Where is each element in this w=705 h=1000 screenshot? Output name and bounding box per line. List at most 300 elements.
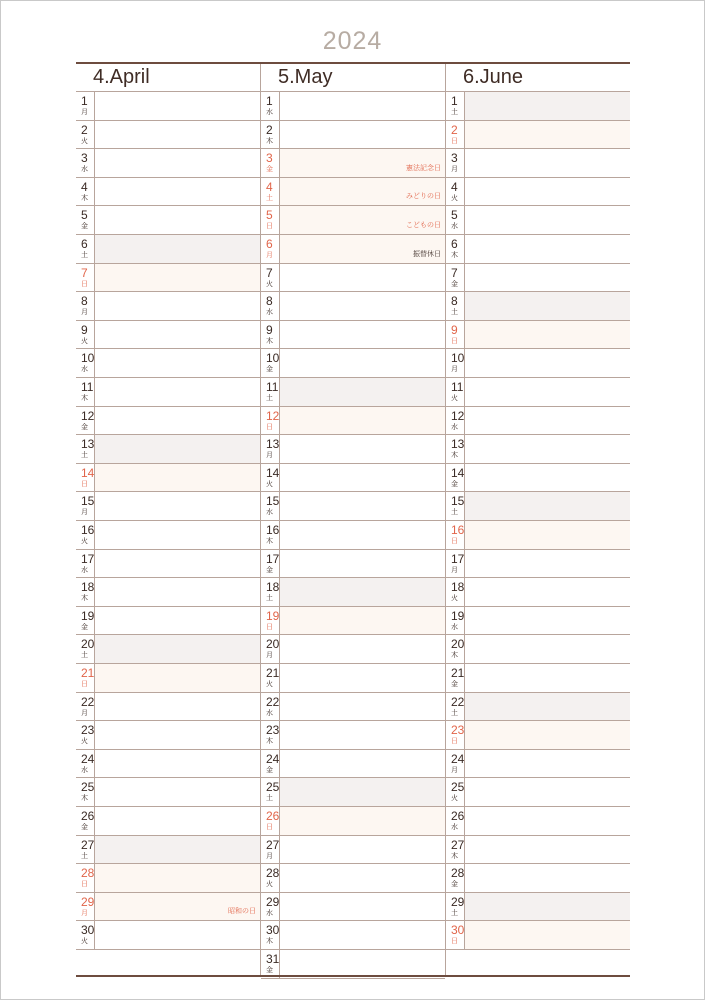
day-of-week: 日 bbox=[266, 423, 273, 431]
day-number: 28 bbox=[266, 866, 280, 881]
day-of-week: 月 bbox=[266, 852, 273, 860]
day-of-week: 水 bbox=[451, 824, 458, 831]
day-note-cell[interactable] bbox=[279, 607, 445, 635]
day-of-week: 金 bbox=[81, 223, 88, 231]
day-note-cell[interactable] bbox=[464, 321, 630, 349]
day-row[interactable] bbox=[76, 778, 260, 807]
day-row[interactable] bbox=[261, 750, 445, 779]
day-row[interactable] bbox=[261, 321, 445, 350]
day-number: 23 bbox=[266, 723, 280, 738]
day-of-week: 土 bbox=[266, 795, 273, 803]
day-of-week: 日 bbox=[81, 881, 88, 889]
day-of-week: 土 bbox=[81, 652, 88, 660]
day-number: 10 bbox=[266, 351, 280, 366]
day-row[interactable] bbox=[446, 121, 630, 150]
day-number: 16 bbox=[81, 523, 95, 537]
day-row[interactable] bbox=[446, 492, 630, 521]
day-number: 16 bbox=[451, 523, 465, 537]
month-title: 4.April bbox=[93, 66, 150, 88]
day-row[interactable] bbox=[76, 235, 260, 264]
day-note-cell[interactable] bbox=[464, 492, 630, 520]
day-note-cell[interactable] bbox=[94, 92, 260, 120]
day-of-week: 土 bbox=[81, 252, 88, 259]
day-row[interactable] bbox=[76, 178, 260, 207]
day-row[interactable] bbox=[446, 264, 630, 293]
day-note-cell[interactable] bbox=[464, 893, 630, 921]
day-row[interactable] bbox=[76, 807, 260, 836]
day-row[interactable] bbox=[446, 349, 630, 378]
day-row[interactable] bbox=[446, 693, 630, 722]
day-of-week: 日 bbox=[81, 681, 88, 688]
day-note-cell[interactable] bbox=[279, 807, 445, 835]
day-number: 6 bbox=[451, 237, 458, 251]
day-note-cell[interactable] bbox=[279, 921, 445, 949]
day-note-cell[interactable] bbox=[279, 321, 445, 349]
day-row[interactable] bbox=[261, 121, 445, 150]
day-of-week: 木 bbox=[451, 852, 458, 860]
day-note-cell[interactable] bbox=[94, 550, 260, 578]
day-row[interactable] bbox=[76, 664, 260, 693]
day-row[interactable] bbox=[446, 893, 630, 922]
day-number: 18 bbox=[266, 580, 280, 595]
day-number: 9 bbox=[266, 322, 273, 337]
day-row[interactable] bbox=[76, 121, 260, 150]
day-row[interactable] bbox=[76, 292, 260, 321]
day-row[interactable] bbox=[446, 721, 630, 750]
day-row[interactable] bbox=[76, 893, 260, 922]
day-note-cell[interactable] bbox=[464, 635, 630, 663]
month-title: 6.June bbox=[463, 66, 524, 88]
day-number: 11 bbox=[266, 380, 279, 394]
day-row[interactable] bbox=[76, 492, 260, 521]
day-note-cell[interactable] bbox=[279, 378, 445, 406]
day-row[interactable] bbox=[261, 235, 445, 264]
day-row[interactable] bbox=[261, 578, 445, 607]
day-of-week: 水 bbox=[266, 709, 273, 717]
day-number: 19 bbox=[266, 608, 280, 623]
day-number: 21 bbox=[451, 666, 465, 680]
day-row[interactable] bbox=[446, 378, 630, 407]
day-note-cell[interactable] bbox=[464, 407, 630, 435]
day-note-cell[interactable] bbox=[94, 921, 260, 949]
month-column-june bbox=[446, 64, 630, 975]
day-number: 23 bbox=[451, 723, 465, 738]
day-note-cell[interactable] bbox=[94, 464, 260, 492]
day-row[interactable] bbox=[76, 864, 260, 893]
day-row[interactable] bbox=[261, 664, 445, 693]
day-number: 30 bbox=[81, 923, 95, 938]
day-of-week: 月 bbox=[451, 566, 458, 574]
day-of-week: 金 bbox=[266, 366, 273, 374]
day-row[interactable] bbox=[261, 149, 445, 178]
day-number: 26 bbox=[266, 809, 280, 823]
day-number: 21 bbox=[266, 666, 280, 680]
day-note-cell[interactable] bbox=[464, 521, 630, 549]
day-number: 17 bbox=[266, 551, 280, 566]
day-of-week: 火 bbox=[451, 595, 458, 603]
day-of-week: 木 bbox=[266, 337, 273, 345]
day-note-cell[interactable] bbox=[279, 407, 445, 435]
day-note-cell[interactable] bbox=[464, 750, 630, 778]
day-of-week: 火 bbox=[451, 795, 458, 803]
day-row[interactable] bbox=[446, 92, 630, 121]
day-of-week: 火 bbox=[266, 881, 273, 889]
day-number: 1 bbox=[451, 94, 458, 108]
day-row[interactable] bbox=[76, 721, 260, 750]
day-row[interactable] bbox=[261, 864, 445, 893]
holiday-name: 憲法記念日 bbox=[406, 164, 441, 172]
day-note-cell[interactable] bbox=[94, 864, 260, 892]
day-row[interactable] bbox=[76, 836, 260, 865]
day-note-cell[interactable] bbox=[464, 664, 630, 692]
day-note-cell[interactable] bbox=[279, 836, 445, 864]
day-of-week: 金 bbox=[451, 881, 458, 889]
day-row[interactable] bbox=[76, 578, 260, 607]
day-row[interactable] bbox=[76, 321, 260, 350]
day-note-cell[interactable] bbox=[94, 893, 260, 921]
bottom-rule bbox=[76, 975, 630, 977]
day-note-cell[interactable] bbox=[94, 264, 260, 292]
day-note-cell[interactable] bbox=[279, 864, 445, 892]
day-note-cell[interactable] bbox=[94, 750, 260, 778]
day-note-cell[interactable] bbox=[464, 178, 630, 206]
day-note-cell[interactable] bbox=[94, 578, 260, 606]
day-row[interactable] bbox=[261, 635, 445, 664]
day-note-cell[interactable] bbox=[279, 721, 445, 749]
day-note-cell[interactable] bbox=[279, 693, 445, 721]
day-note-cell[interactable] bbox=[94, 635, 260, 663]
day-number: 11 bbox=[81, 380, 94, 394]
day-note-cell[interactable] bbox=[279, 950, 445, 978]
day-note-cell[interactable] bbox=[94, 521, 260, 549]
day-row[interactable] bbox=[261, 464, 445, 493]
day-note-cell[interactable] bbox=[279, 578, 445, 606]
day-row[interactable] bbox=[446, 206, 630, 235]
day-note-cell[interactable] bbox=[464, 464, 630, 492]
day-of-week: 火 bbox=[451, 395, 458, 402]
day-of-week: 金 bbox=[266, 566, 273, 574]
day-row[interactable] bbox=[76, 149, 260, 178]
day-of-week: 水 bbox=[81, 766, 88, 774]
day-number: 11 bbox=[451, 380, 464, 394]
day-of-week: 金 bbox=[266, 166, 273, 174]
day-number: 7 bbox=[81, 265, 88, 280]
day-number: 15 bbox=[451, 494, 465, 509]
day-of-week: 日 bbox=[266, 223, 273, 231]
day-number: 7 bbox=[266, 265, 273, 280]
day-of-week: 土 bbox=[451, 909, 458, 917]
day-note-cell[interactable] bbox=[279, 92, 445, 120]
day-note-cell[interactable] bbox=[279, 206, 445, 234]
day-of-week: 金 bbox=[451, 681, 458, 688]
day-note-cell[interactable] bbox=[94, 321, 260, 349]
day-row[interactable] bbox=[76, 92, 260, 121]
day-row[interactable] bbox=[76, 264, 260, 293]
day-note-cell[interactable] bbox=[279, 464, 445, 492]
day-row[interactable] bbox=[446, 292, 630, 321]
day-note-cell[interactable] bbox=[94, 607, 260, 635]
day-note-cell[interactable] bbox=[464, 149, 630, 177]
day-number: 28 bbox=[451, 866, 465, 881]
day-note-cell[interactable] bbox=[279, 664, 445, 692]
day-note-cell[interactable] bbox=[94, 807, 260, 835]
day-row[interactable] bbox=[76, 206, 260, 235]
day-of-week: 土 bbox=[266, 194, 273, 202]
day-note-cell[interactable] bbox=[94, 349, 260, 377]
day-note-cell[interactable] bbox=[279, 435, 445, 463]
day-row[interactable] bbox=[446, 149, 630, 178]
day-number: 13 bbox=[81, 437, 95, 452]
day-number: 19 bbox=[81, 608, 95, 623]
day-row[interactable] bbox=[446, 836, 630, 865]
day-row[interactable] bbox=[76, 693, 260, 722]
day-note-cell[interactable] bbox=[94, 149, 260, 177]
day-of-week: 日 bbox=[451, 337, 458, 345]
day-of-week: 火 bbox=[81, 938, 88, 946]
day-row[interactable] bbox=[261, 836, 445, 865]
day-note-cell[interactable] bbox=[464, 292, 630, 320]
day-note-cell[interactable] bbox=[279, 521, 445, 549]
day-number: 28 bbox=[81, 866, 95, 881]
day-number: 2 bbox=[81, 122, 88, 137]
day-number: 6 bbox=[266, 237, 273, 251]
day-number: 3 bbox=[451, 151, 458, 166]
day-of-week: 火 bbox=[451, 194, 458, 202]
day-of-week: 月 bbox=[451, 766, 458, 774]
day-note-cell[interactable] bbox=[279, 492, 445, 520]
day-note-cell[interactable] bbox=[464, 92, 630, 120]
day-of-week: 月 bbox=[81, 909, 88, 917]
day-row[interactable] bbox=[76, 521, 260, 550]
day-of-week: 水 bbox=[266, 509, 273, 517]
day-note-cell[interactable] bbox=[94, 693, 260, 721]
day-of-week: 土 bbox=[451, 109, 458, 116]
day-of-week: 木 bbox=[266, 938, 273, 946]
day-of-week: 水 bbox=[451, 623, 458, 631]
day-note-cell[interactable] bbox=[464, 121, 630, 149]
day-note-cell[interactable] bbox=[279, 121, 445, 149]
day-row[interactable] bbox=[261, 492, 445, 521]
day-note-cell[interactable] bbox=[94, 206, 260, 234]
day-note-cell[interactable] bbox=[464, 235, 630, 263]
day-note-cell[interactable] bbox=[279, 893, 445, 921]
day-of-week: 火 bbox=[266, 280, 273, 288]
day-row[interactable] bbox=[261, 921, 445, 950]
day-note-cell[interactable] bbox=[94, 664, 260, 692]
day-of-week: 金 bbox=[451, 280, 458, 288]
day-note-cell[interactable] bbox=[464, 206, 630, 234]
day-of-week: 水 bbox=[266, 109, 273, 116]
day-row[interactable] bbox=[446, 664, 630, 693]
day-of-week: 水 bbox=[81, 366, 88, 374]
day-of-week: 木 bbox=[451, 452, 458, 460]
day-row[interactable] bbox=[446, 607, 630, 636]
day-note-cell[interactable] bbox=[279, 178, 445, 206]
day-note-cell[interactable] bbox=[94, 778, 260, 806]
day-number: 25 bbox=[451, 780, 465, 795]
day-row[interactable] bbox=[446, 578, 630, 607]
day-note-cell[interactable] bbox=[94, 435, 260, 463]
day-of-week: 土 bbox=[266, 395, 273, 402]
day-note-cell[interactable] bbox=[94, 378, 260, 406]
day-number: 2 bbox=[266, 122, 273, 137]
day-of-week: 水 bbox=[451, 423, 458, 431]
day-row[interactable] bbox=[261, 435, 445, 464]
day-note-cell[interactable] bbox=[94, 492, 260, 520]
day-of-week: 水 bbox=[451, 223, 458, 231]
day-note-cell[interactable] bbox=[464, 836, 630, 864]
day-note-cell[interactable] bbox=[464, 864, 630, 892]
day-note-cell[interactable] bbox=[94, 836, 260, 864]
day-note-cell[interactable] bbox=[279, 635, 445, 663]
holiday-name: 振替休日 bbox=[413, 250, 441, 258]
day-row[interactable] bbox=[446, 235, 630, 264]
day-of-week: 月 bbox=[81, 709, 88, 717]
day-note-cell[interactable] bbox=[464, 578, 630, 606]
day-note-cell[interactable] bbox=[279, 292, 445, 320]
day-row[interactable] bbox=[261, 92, 445, 121]
day-of-week: 金 bbox=[266, 967, 273, 974]
day-note-cell[interactable] bbox=[279, 264, 445, 292]
day-of-week: 日 bbox=[266, 824, 273, 831]
day-of-week: 金 bbox=[451, 480, 458, 488]
day-number: 15 bbox=[266, 494, 280, 509]
day-row[interactable] bbox=[261, 407, 445, 436]
day-row[interactable] bbox=[261, 349, 445, 378]
day-row[interactable] bbox=[76, 607, 260, 636]
day-number: 12 bbox=[81, 408, 95, 423]
day-note-cell[interactable] bbox=[279, 550, 445, 578]
day-of-week: 木 bbox=[266, 538, 273, 545]
day-note-cell[interactable] bbox=[464, 721, 630, 749]
day-number: 13 bbox=[266, 437, 280, 452]
day-row[interactable] bbox=[261, 206, 445, 235]
day-of-week: 金 bbox=[81, 423, 88, 431]
day-row[interactable] bbox=[446, 550, 630, 579]
day-row[interactable] bbox=[261, 721, 445, 750]
day-row[interactable] bbox=[261, 550, 445, 579]
day-note-cell[interactable] bbox=[94, 235, 260, 263]
day-number: 29 bbox=[266, 894, 280, 909]
day-row[interactable] bbox=[261, 378, 445, 407]
day-row[interactable] bbox=[261, 521, 445, 550]
day-note-cell[interactable] bbox=[464, 349, 630, 377]
day-note-cell[interactable] bbox=[464, 435, 630, 463]
day-note-cell[interactable] bbox=[464, 693, 630, 721]
day-row[interactable] bbox=[446, 778, 630, 807]
day-row[interactable] bbox=[446, 178, 630, 207]
day-row[interactable] bbox=[76, 635, 260, 664]
day-of-week: 木 bbox=[451, 652, 458, 660]
day-row[interactable] bbox=[76, 464, 260, 493]
day-row[interactable] bbox=[261, 893, 445, 922]
day-note-cell[interactable] bbox=[464, 778, 630, 806]
day-number: 22 bbox=[451, 694, 465, 709]
day-number: 9 bbox=[451, 322, 458, 337]
holiday-name: 昭和の日 bbox=[228, 908, 256, 916]
day-note-cell[interactable] bbox=[279, 750, 445, 778]
month-column-may bbox=[261, 64, 445, 975]
day-note-cell[interactable] bbox=[464, 921, 630, 949]
day-note-cell[interactable] bbox=[279, 149, 445, 177]
day-note-cell[interactable] bbox=[94, 721, 260, 749]
day-note-cell[interactable] bbox=[464, 550, 630, 578]
day-of-week: 木 bbox=[266, 137, 273, 145]
day-number: 14 bbox=[81, 465, 95, 480]
day-of-week: 火 bbox=[81, 337, 88, 345]
day-of-week: 木 bbox=[81, 395, 88, 402]
day-row[interactable] bbox=[446, 750, 630, 779]
day-note-cell[interactable] bbox=[94, 407, 260, 435]
day-of-week: 日 bbox=[451, 137, 458, 145]
day-of-week: 水 bbox=[81, 166, 88, 174]
day-row[interactable] bbox=[76, 550, 260, 579]
day-row[interactable] bbox=[76, 921, 260, 950]
day-note-cell[interactable] bbox=[464, 607, 630, 635]
day-row[interactable] bbox=[261, 778, 445, 807]
day-note-cell[interactable] bbox=[279, 349, 445, 377]
day-row[interactable] bbox=[446, 435, 630, 464]
day-row[interactable] bbox=[261, 807, 445, 836]
day-row[interactable] bbox=[76, 349, 260, 378]
day-number: 8 bbox=[451, 294, 458, 309]
day-number: 30 bbox=[451, 923, 465, 938]
day-note-cell[interactable] bbox=[94, 121, 260, 149]
day-note-cell[interactable] bbox=[279, 778, 445, 806]
day-row[interactable] bbox=[76, 750, 260, 779]
day-number: 27 bbox=[81, 837, 95, 852]
day-note-cell[interactable] bbox=[279, 235, 445, 263]
day-number: 25 bbox=[266, 780, 280, 795]
year-title: 2024 bbox=[322, 27, 383, 55]
day-note-cell[interactable] bbox=[464, 807, 630, 835]
day-of-week: 日 bbox=[266, 623, 273, 631]
day-row[interactable] bbox=[446, 521, 630, 550]
day-row[interactable] bbox=[76, 435, 260, 464]
day-row[interactable] bbox=[446, 321, 630, 350]
day-row[interactable] bbox=[446, 864, 630, 893]
day-note-cell[interactable] bbox=[464, 378, 630, 406]
day-row[interactable] bbox=[261, 264, 445, 293]
day-number: 22 bbox=[266, 694, 280, 709]
day-number: 7 bbox=[451, 265, 458, 280]
day-row[interactable] bbox=[261, 178, 445, 207]
day-row[interactable] bbox=[76, 378, 260, 407]
day-number: 30 bbox=[266, 923, 280, 938]
day-row[interactable] bbox=[261, 693, 445, 722]
day-row[interactable] bbox=[446, 407, 630, 436]
day-row[interactable] bbox=[446, 464, 630, 493]
day-row[interactable] bbox=[76, 407, 260, 436]
day-number: 21 bbox=[81, 666, 95, 680]
day-row[interactable] bbox=[446, 921, 630, 950]
day-number: 8 bbox=[266, 294, 273, 309]
day-note-cell[interactable] bbox=[94, 292, 260, 320]
day-of-week: 水 bbox=[266, 909, 273, 917]
day-row[interactable] bbox=[261, 607, 445, 636]
day-of-week: 土 bbox=[451, 309, 458, 317]
day-number: 18 bbox=[81, 580, 95, 595]
day-row[interactable] bbox=[446, 807, 630, 836]
day-row[interactable] bbox=[446, 635, 630, 664]
day-of-week: 日 bbox=[451, 938, 458, 946]
day-note-cell[interactable] bbox=[94, 178, 260, 206]
day-note-cell[interactable] bbox=[464, 264, 630, 292]
day-number: 29 bbox=[81, 894, 95, 909]
day-number: 6 bbox=[81, 237, 88, 251]
day-row[interactable] bbox=[261, 292, 445, 321]
day-number: 5 bbox=[81, 208, 88, 223]
